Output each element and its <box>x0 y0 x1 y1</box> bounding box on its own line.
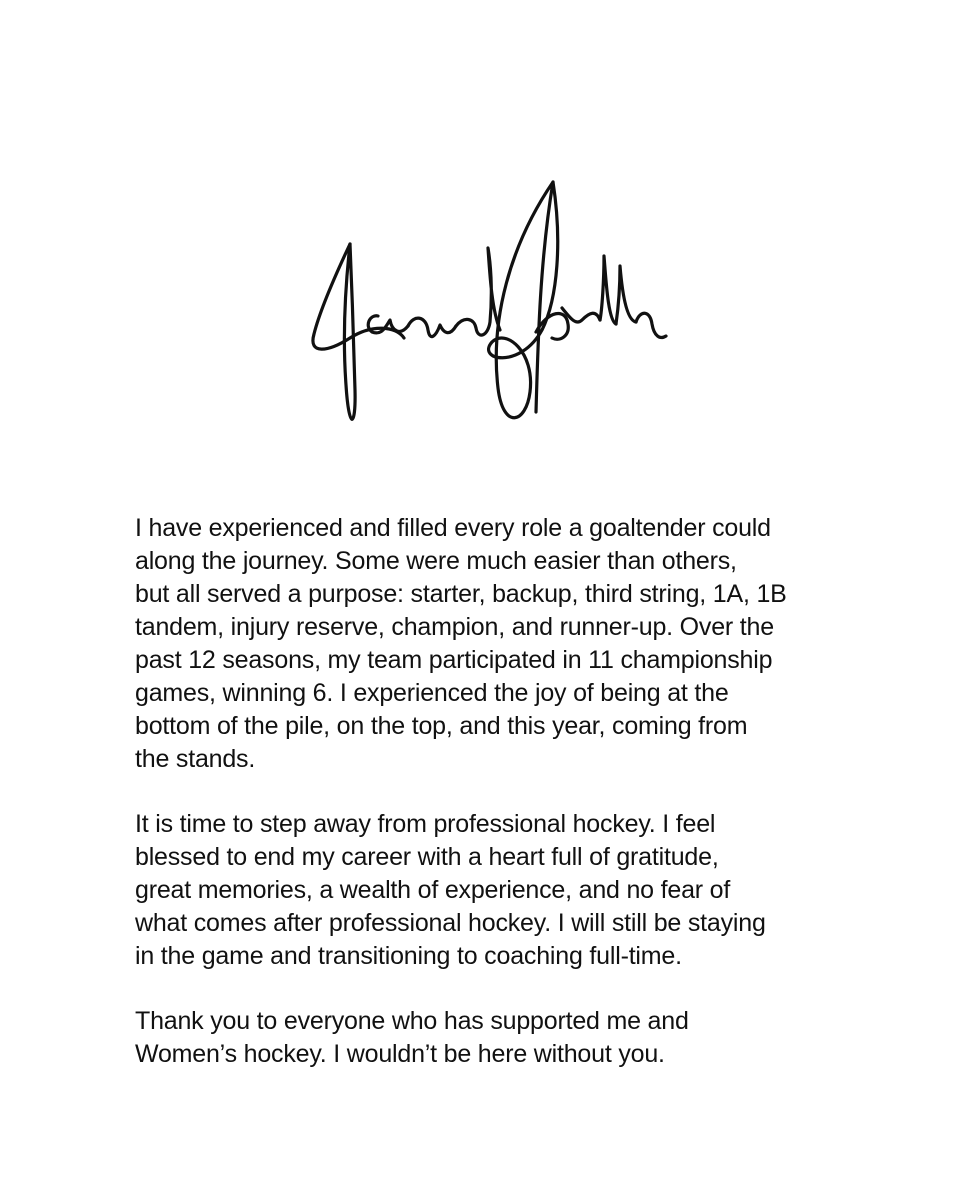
letter-paragraph-2: It is time to step away from professional hockey. I feel blessed to end my career with a heart full of gratitude, great memories, a wealth of experience, and no fear of what comes after professional hockey. I will still be staying in the game and transitioning to coaching full-time. <box>135 810 766 970</box>
signature-icon <box>300 160 680 450</box>
letter-body <box>135 512 835 1103</box>
letter-paragraph-3: Thank you to everyone who has supported me and Women’s hockey. I wouldn’t be here without you. <box>135 1007 689 1068</box>
letter-paragraph-1: I have experienced and filled every role a goaltender could along the journey. Some were much easier than others, but all served a purpose: starter, backup, third string, 1A, 1B tandem, injury reserve, champion, and runner-up. Over the past 12 seasons, my team participated in 11 championship games, winning 6. I experienced the joy of being at the bottom of the pile, on the top, and this year, coming from the stands. <box>135 514 787 773</box>
